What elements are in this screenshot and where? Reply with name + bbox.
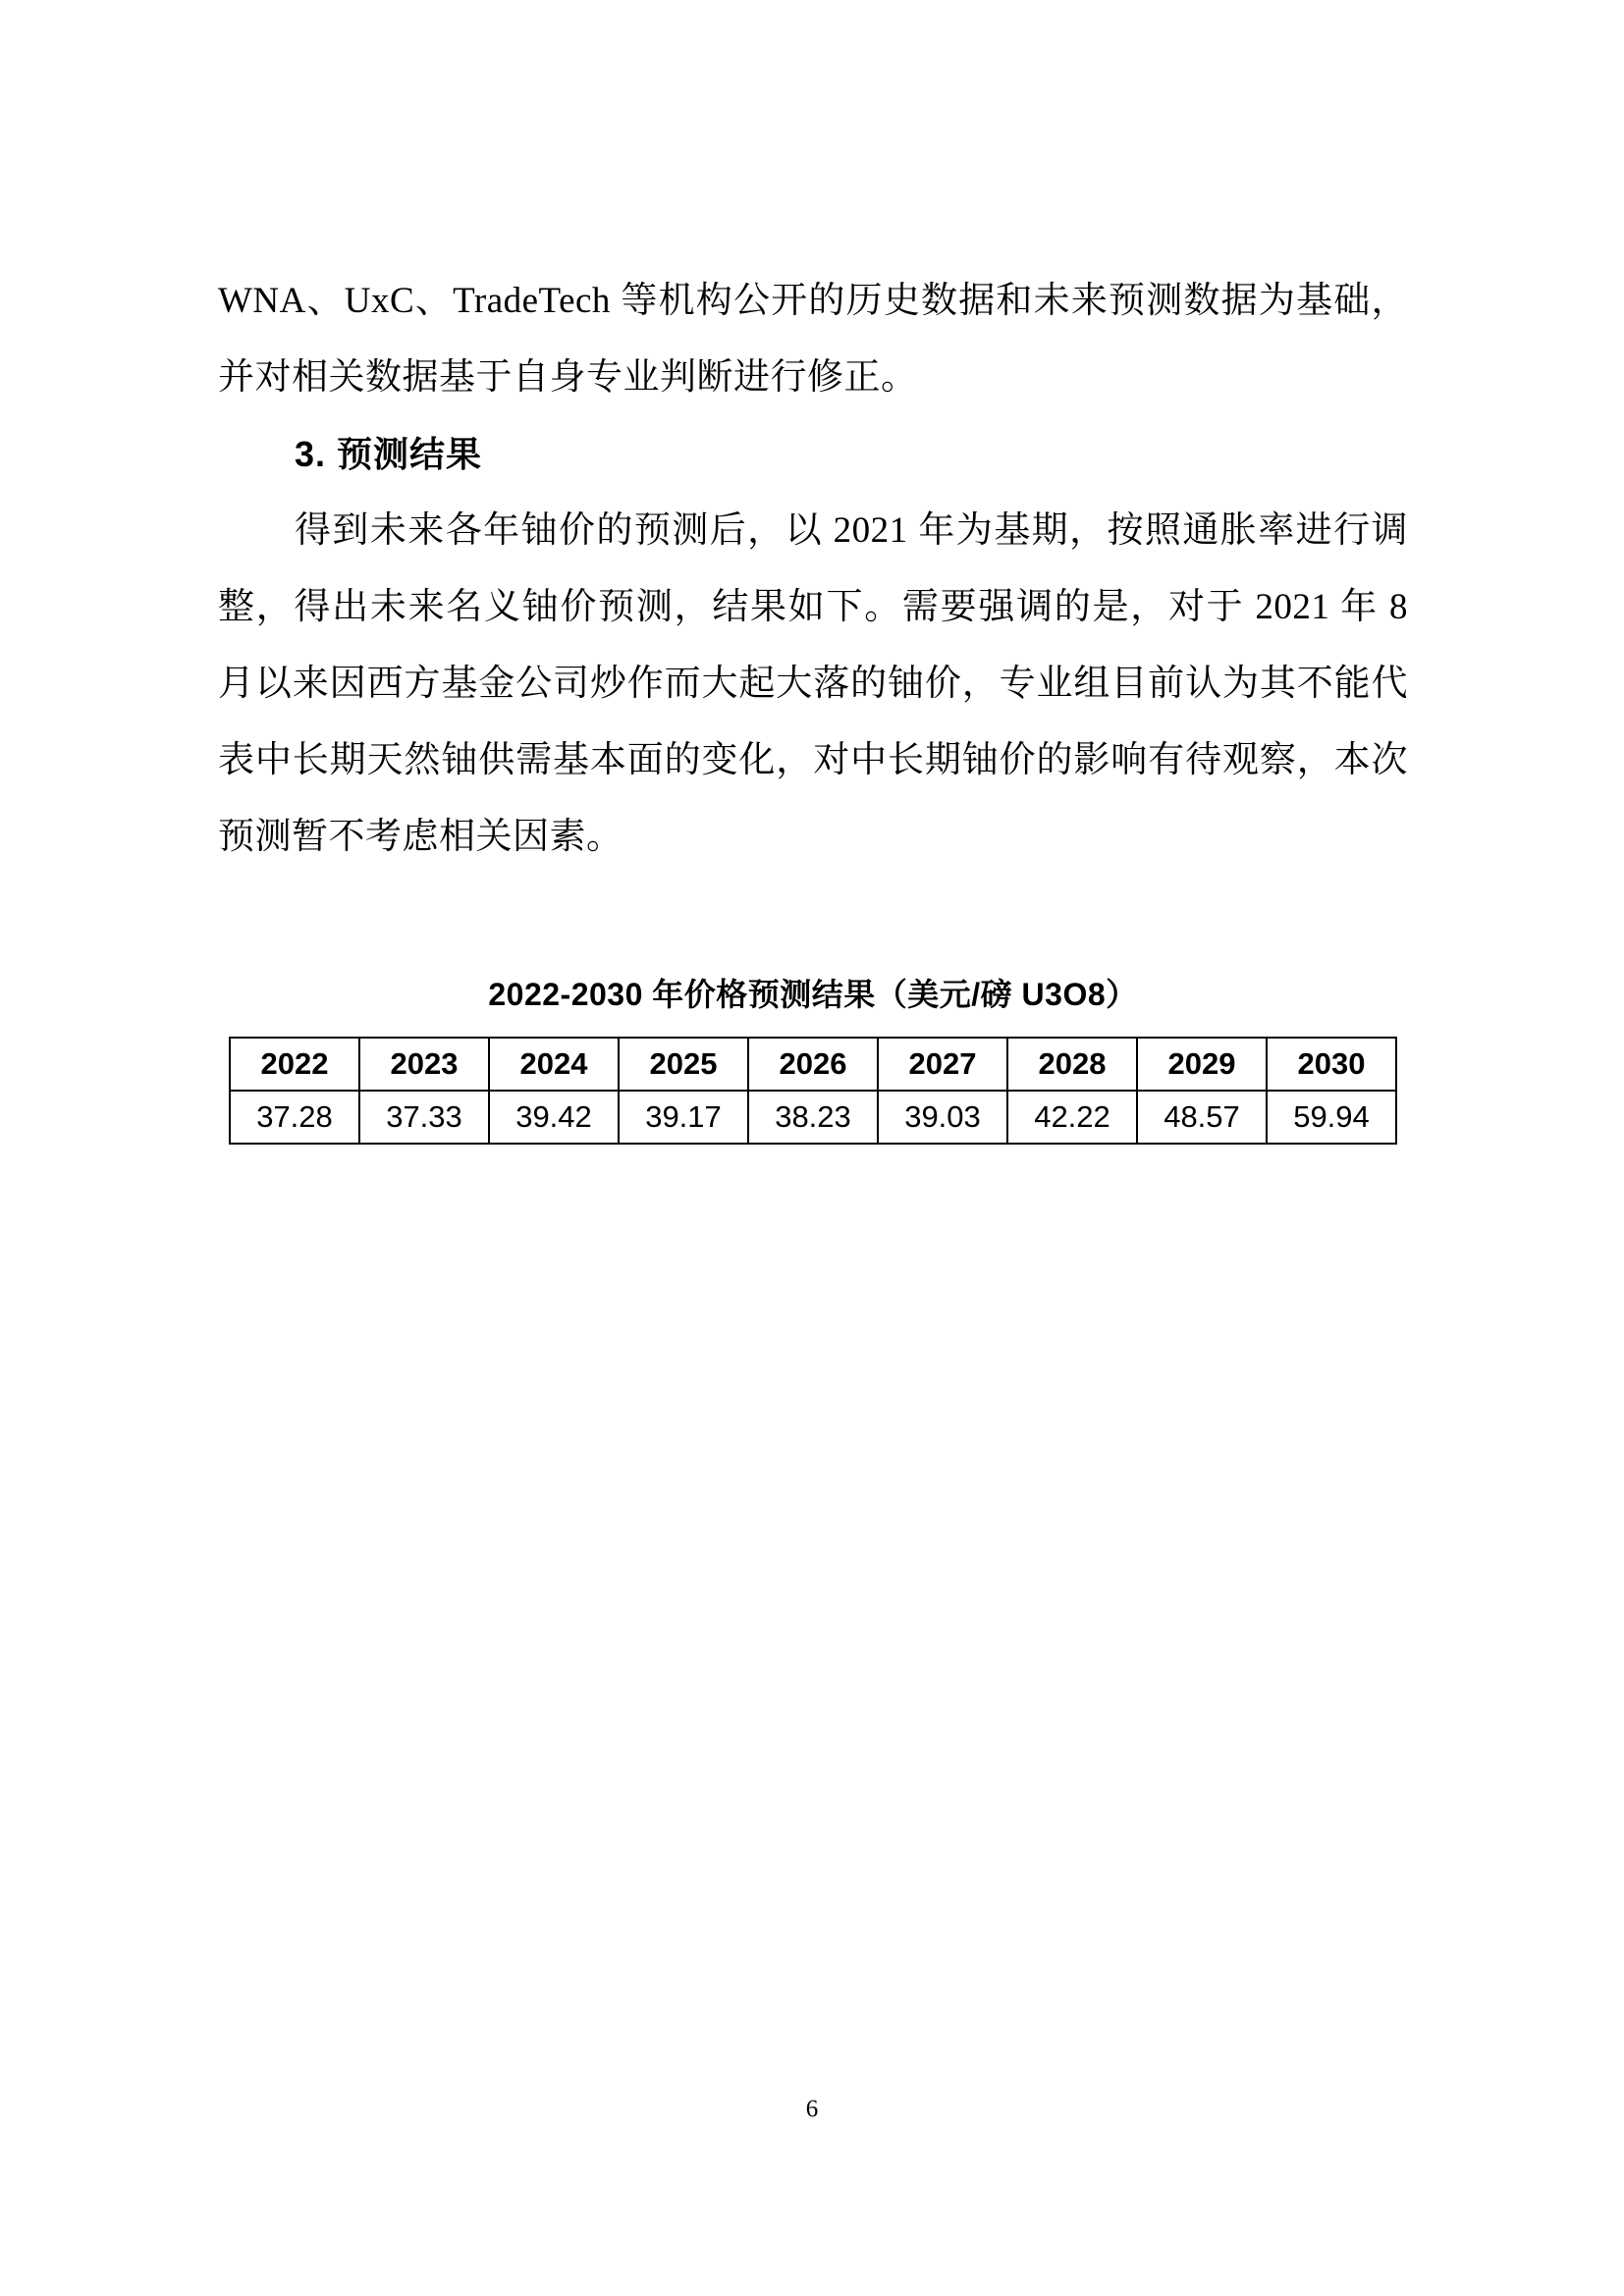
table-cell-value: 42.22 — [1007, 1091, 1137, 1144]
table-header-cell: 2030 — [1267, 1038, 1396, 1091]
table-cell-value: 59.94 — [1267, 1091, 1396, 1144]
paragraph-intro: WNA、UxC、TradeTech 等机构公开的历史数据和未来预测数据为基础，并对相关数据基于自身专业判断进行修正。 — [218, 281, 1408, 398]
table-cell-value: 39.03 — [878, 1091, 1007, 1144]
table-header-cell: 2028 — [1007, 1038, 1137, 1091]
table-cell-value: 39.17 — [619, 1091, 748, 1144]
vertical-spacer — [218, 876, 1408, 970]
table-cell-value: 37.28 — [230, 1091, 359, 1144]
page-number: 6 — [805, 2096, 819, 2122]
section-heading: 3. 预测结果 — [295, 434, 483, 474]
price-forecast-table — [229, 1037, 1397, 1145]
paragraph-body: 得到未来各年铀价的预测后，以 2021 年为基期，按照通胀率进行调整，得出未来名义铀价预测，结果如下。需要强调的是，对于 2021 年 8 月以来因西方基金公司炒作而大起大落的铀价，专业组目前认为其不能代表中长期天然铀供需基本面的变化，对中长期铀价的影响有待观察，本次预测暂不考虑相关因素。 — [218, 510, 1408, 857]
table-cell-value: 39.42 — [489, 1091, 619, 1144]
table-cell-value: 37.33 — [359, 1091, 489, 1144]
table-cell-value: 48.57 — [1137, 1091, 1267, 1144]
table-header-cell: 2026 — [748, 1038, 878, 1091]
table-header-cell: 2025 — [619, 1038, 748, 1091]
table-header-row — [230, 1038, 1396, 1091]
table-row — [230, 1091, 1396, 1144]
table-header-cell: 2024 — [489, 1038, 619, 1091]
table-cell-value: 38.23 — [748, 1091, 878, 1144]
table-header-cell: 2023 — [359, 1038, 489, 1091]
table-caption: 2022-2030 年价格预测结果（美元/磅 U3O8） — [488, 977, 1138, 1012]
page-content — [218, 263, 1408, 1145]
table-header-cell: 2027 — [878, 1038, 1007, 1091]
table-header-cell: 2022 — [230, 1038, 359, 1091]
table-header-cell: 2029 — [1137, 1038, 1267, 1091]
